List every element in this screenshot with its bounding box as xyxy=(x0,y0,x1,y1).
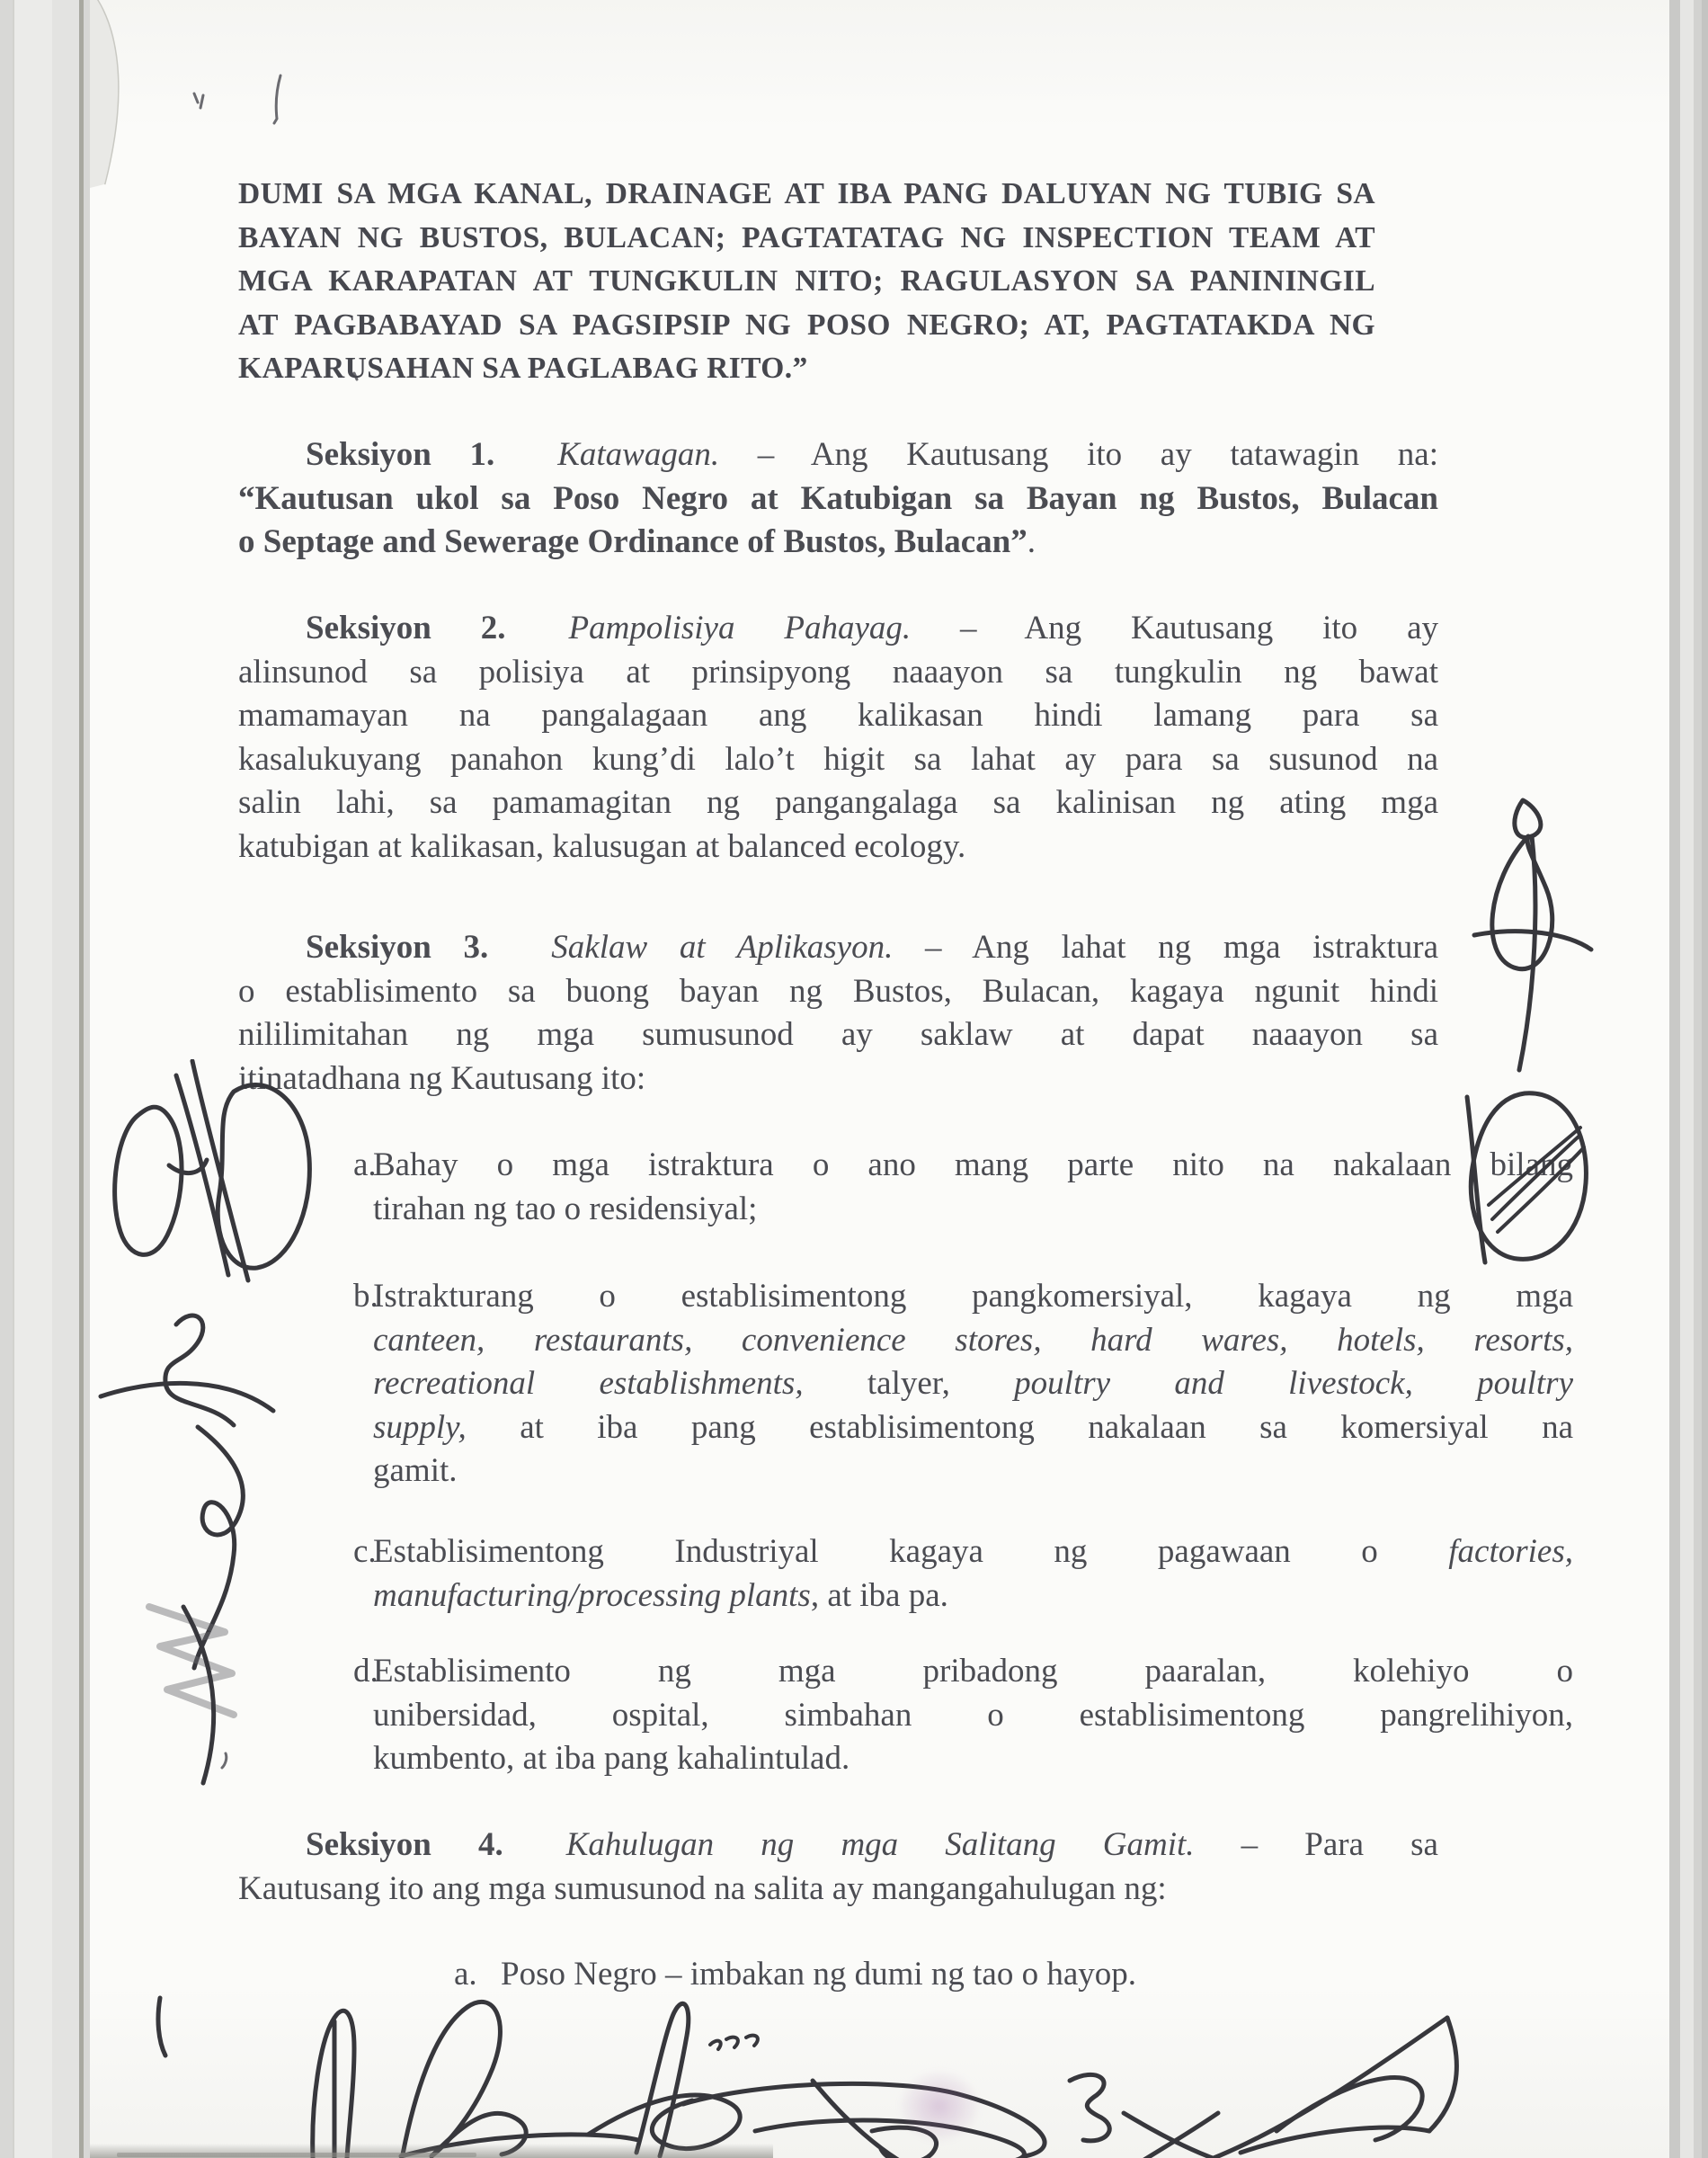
faint-purple-stamp xyxy=(881,2055,998,2158)
text-line: recreational establishments, talyer, poultry and livestock, poultry xyxy=(373,1365,1573,1402)
signature-right-margin-lower xyxy=(1454,1086,1598,1266)
scan-edge-left-outer xyxy=(0,0,13,2158)
text-line: KAPARUSAHAN SA PAGLABAG RITO.” xyxy=(238,352,808,385)
ink-speck-top-1 xyxy=(191,90,212,122)
text-line: Seksiyon 3. Saklaw at Aplikasyon. – Ang lahat ng mga istraktura xyxy=(306,929,1438,966)
signature-left-margin-lower xyxy=(97,1308,277,1794)
text-line: kasalukuyang panahon kung’di lalo’t higit sa lahat ay para sa susunod na xyxy=(238,740,1438,778)
scanned-document-page xyxy=(90,0,1669,2158)
signatures-bottom-cluster xyxy=(133,1994,1540,2158)
text-line: kumbento, at iba pang kahalintulad. xyxy=(373,1740,850,1777)
text-line: nililimitahan ng mga sumusunod ay saklaw at dapat naaayon sa xyxy=(238,1016,1438,1053)
scan-edge-left-band xyxy=(13,0,55,2158)
section-4-paragraph xyxy=(238,1824,1438,1911)
list-marker-d: d. xyxy=(353,1653,378,1690)
list-marker-b: b. xyxy=(353,1278,378,1315)
text-line: Poso Negro – imbakan ng dumi ng tao o hayop. xyxy=(501,1956,1137,1993)
definition-item-a xyxy=(238,1953,1669,1997)
scan-edge-right-4 xyxy=(1702,0,1708,2158)
text-line: Seksiyon 1. Katawagan. – Ang Kautusang ito ay tatawagin na: xyxy=(306,436,1438,473)
text-line: AT PAGBABAYAD SA PAGSIPSIP NG POSO NEGRO; AT, PAGTATAKDA NG xyxy=(238,308,1375,342)
text-line: supply, at iba pang establisimentong nakalaan sa komersiyal na xyxy=(373,1408,1573,1446)
text-line: o establisimento sa buong bayan ng Bustos, Bulacan, kagaya ngunit hindi xyxy=(238,972,1438,1010)
list-marker-c: c. xyxy=(353,1533,377,1570)
text-line: mamamayan na pangalagaan ang kalikasan hindi lamang para sa xyxy=(238,697,1438,734)
text-line: itinatadhana ng Kautusang ito: xyxy=(238,1059,646,1097)
text-line: Establisimento ng mga pribadong paaralan, kolehiyo o xyxy=(373,1653,1573,1690)
text-line: o Septage and Sewerage Ordinance of Bustos, Bulacan”. xyxy=(238,523,1036,560)
list-item-b xyxy=(238,1275,1573,1494)
text-line: Establisimentong Industriyal kagaya ng pagawaan o factories, xyxy=(373,1533,1573,1570)
text-line: unibersidad, ospital, simbahan o establisimentong pangrelihiyon, xyxy=(373,1696,1573,1734)
page-bottom-edge-line xyxy=(117,2153,476,2157)
list-item-a xyxy=(238,1144,1573,1231)
text-line: BAYAN NG BUSTOS, BULACAN; PAGTATATAG NG INSPECTION TEAM AT xyxy=(238,220,1375,254)
scan-edge-right-2 xyxy=(1680,0,1694,2158)
scan-edge-left-inner xyxy=(52,0,79,2158)
text-line: canteen, restaurants, convenience stores, hard wares, hotels, resorts, xyxy=(373,1321,1573,1359)
text-line: tirahan ng tao o residensiyal; xyxy=(373,1190,758,1227)
list-marker-a: a. xyxy=(353,1146,377,1183)
text-line: MGA KARAPATAN AT TUNGKULIN NITO; RAGULASYON SA PANININGIL xyxy=(238,264,1375,298)
text-line: salin lahi, sa pamamagitan ng pangangalaga sa kalinisan ng ating mga xyxy=(238,784,1438,821)
paper-corner-curl xyxy=(90,0,149,189)
text-line: Istrakturang o establisimentong pangkomersiyal, kagaya ng mga xyxy=(373,1278,1573,1315)
list-item-c xyxy=(238,1530,1573,1618)
section-3-paragraph xyxy=(238,926,1438,1101)
text-line: gamit. xyxy=(373,1452,458,1489)
scan-edge-right-3 xyxy=(1694,0,1702,2158)
signature-right-margin-upper xyxy=(1449,784,1597,1076)
definition-marker-a: a. xyxy=(454,1956,477,1993)
scan-edge-left-gap xyxy=(84,0,90,2158)
text-line: alinsunod sa polisiya at prinsipyong naaayon sa tungkulin ng bawat xyxy=(238,653,1438,691)
section-1-paragraph xyxy=(238,433,1438,565)
text-line: “Kautusan ukol sa Poso Negro at Katubigan sa Bayan ng Bustos, Bulacan xyxy=(238,479,1438,517)
text-line: Kautusang ito ang mga sumusunod na salita ay mangangahulugan ng: xyxy=(238,1869,1167,1907)
text-line: Seksiyon 2. Pampolisiya Pahayag. – Ang Kautusang ito ay xyxy=(306,610,1438,647)
signature-left-margin-upper xyxy=(106,1059,317,1284)
text-line: Seksiyon 4. Kahulugan ng mga Salitang Gamit. – Para sa xyxy=(306,1826,1438,1863)
text-line: manufacturing/processing plants, at iba pa. xyxy=(373,1576,948,1614)
scan-edge-right-1 xyxy=(1669,0,1680,2158)
text-line: katubigan at kalikasan, kalusugan at balanced ecology. xyxy=(238,827,966,865)
ink-speck-top-2 xyxy=(270,72,288,126)
title-block xyxy=(238,173,1375,391)
list-item-d xyxy=(238,1650,1573,1781)
text-line: Bahay o mga istraktura o ano mang parte nito na nakalaan bilang xyxy=(373,1146,1573,1183)
text-line: DUMI SA MGA KANAL, DRAINAGE AT IBA PANG DALUYAN NG TUBIG SA xyxy=(238,177,1375,210)
section-2-paragraph xyxy=(238,607,1438,869)
